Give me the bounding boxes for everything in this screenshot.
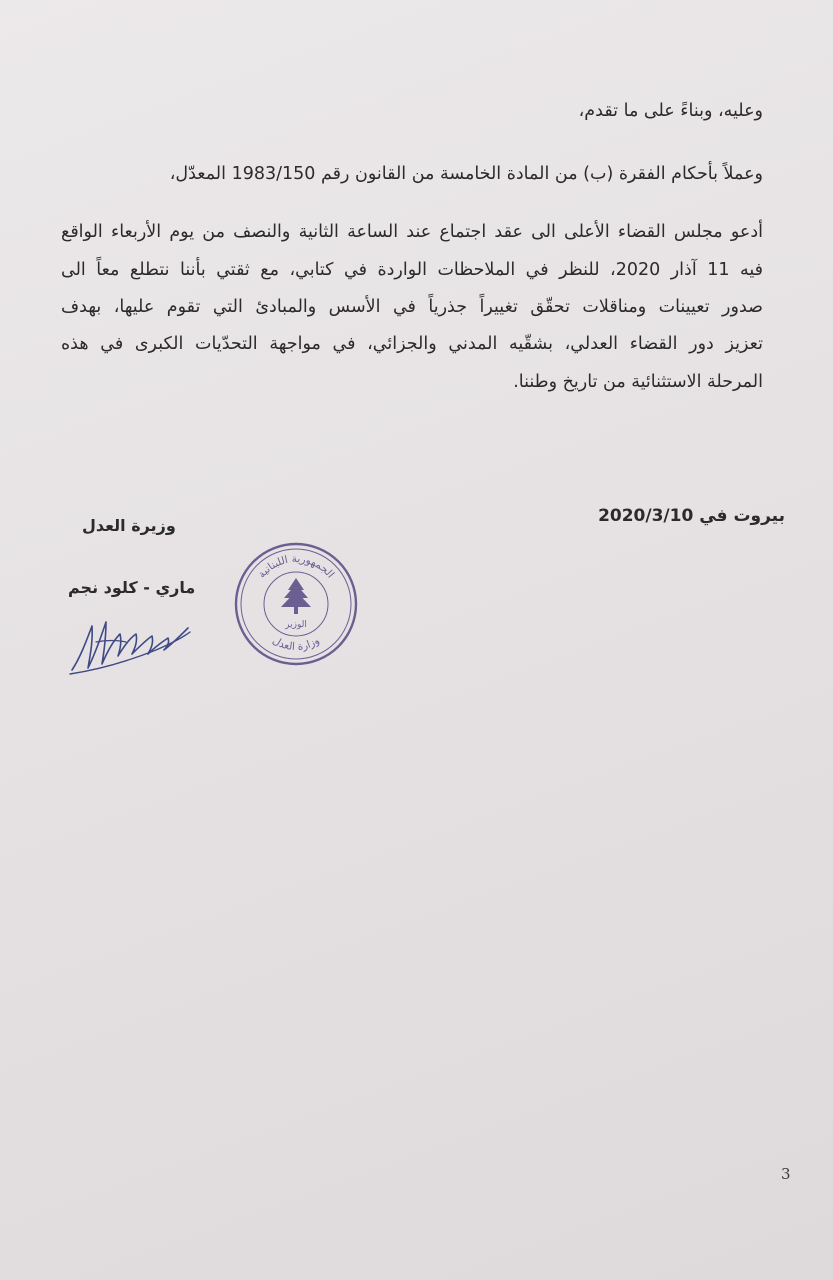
ministry-seal — [232, 540, 360, 668]
date-line: بيروت في 2020/3/10 — [598, 506, 785, 526]
body-line: فيه 11 آذار 2020، للنظر في الملاحظات الواردة في كتابي، مع ثقتي بأننا نتطلع معاً الى — [61, 260, 764, 280]
body-line: صدور تعيينات ومناقلات تحقّق تغييراً جذرياً في الأسس والمبادئ التي تقوم عليها، بهدف — [61, 297, 763, 317]
page-number: 3 — [781, 1165, 791, 1183]
signatory-name: ماري - كلود نجم — [68, 578, 196, 597]
signatory-title: وزيرة العدل — [82, 516, 176, 535]
seal-top-text: الجمهورية اللبنانية — [255, 552, 337, 581]
seal-middle-text: الوزير — [285, 620, 307, 630]
intro-line: وعليه، وبناءً على ما تقدم، — [578, 101, 763, 121]
seal-bottom-text: وزارة العدل — [270, 634, 322, 654]
body-line: أدعو مجلس القضاء الأعلى الى عقد اجتماع عند الساعة الثانية والنصف من يوم الأربعاء الواقع — [61, 222, 763, 242]
cedar-icon — [281, 578, 311, 614]
body-line: المرحلة الاستثنائية من تاريخ وطننا. — [513, 372, 763, 392]
body-line: تعزيز دور القضاء العدلي، بشقّيه المدني والجزائي، في مواجهة التحدّيات الكبرى في هذه — [61, 334, 763, 354]
svg-text:وزارة العدل — [270, 634, 321, 653]
handwritten-signature — [66, 612, 194, 676]
legal-basis-line: وعملاً بأحكام الفقرة (ب) من المادة الخامسة من القانون رقم 1983/150 المعدّل، — [169, 164, 763, 184]
